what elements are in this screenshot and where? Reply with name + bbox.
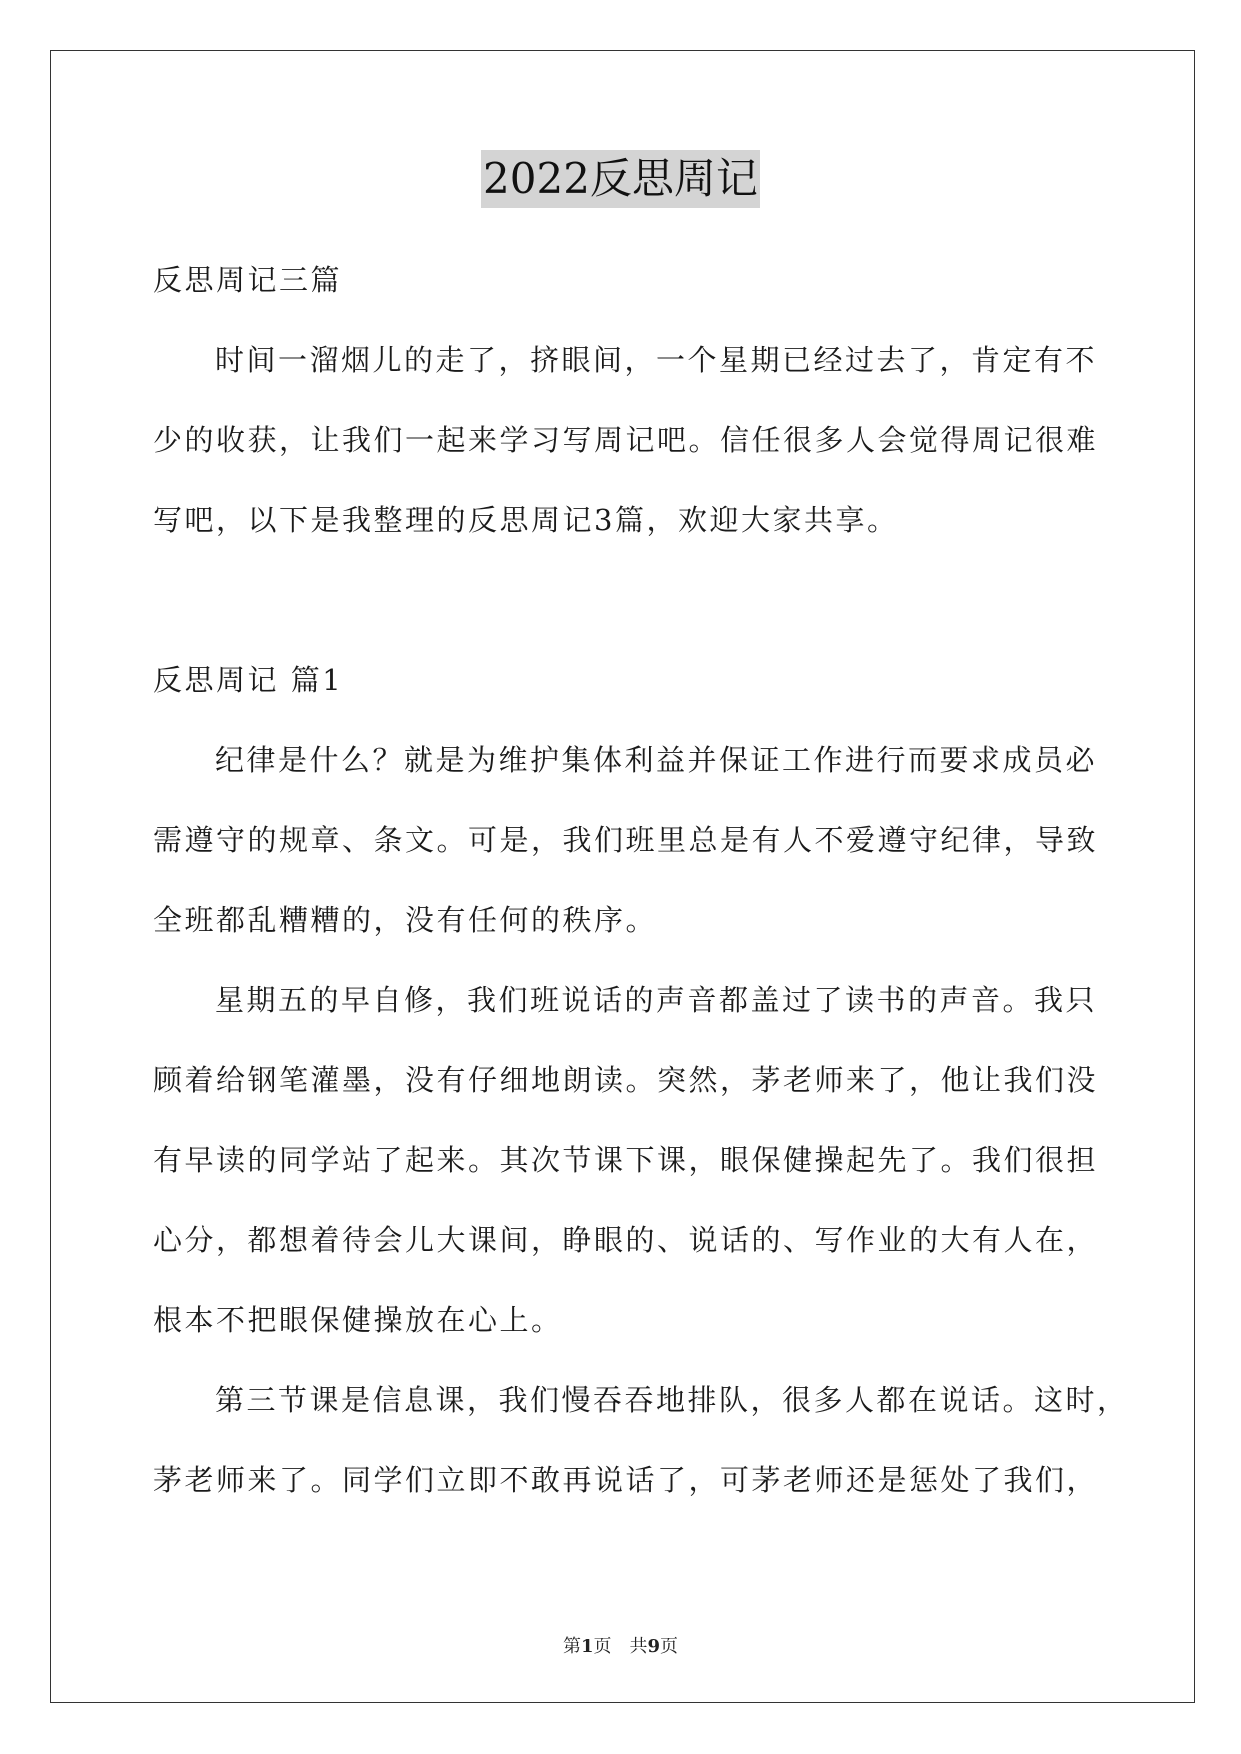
text-line: 有早读的同学站了起来。其次节课下课，眼保健操起先了。我们很担 bbox=[153, 1143, 1099, 1177]
text-line: 心分，都想着待会儿大课间，睁眼的、说话的、写作业的大有人在， bbox=[153, 1223, 1099, 1257]
text-line: 第三节课是信息课，我们慢吞吞地排队，很多人都在说话。这时， bbox=[215, 1383, 1129, 1417]
text-line: 星期五的早自修，我们班说话的声音都盖过了读书的声音。我只 bbox=[215, 983, 1098, 1017]
text-line: 时间一溜烟儿的走了，挤眼间，一个星期已经过去了，肯定有不 bbox=[215, 343, 1098, 377]
title-container bbox=[0, 150, 1241, 208]
text-line: 纪律是什么？就是为维护集体利益并保证工作进行而要求成员必 bbox=[215, 743, 1098, 777]
text-line: 需遵守的规章、条文。可是，我们班里总是有人不爱遵守纪律，导致 bbox=[153, 823, 1099, 857]
text-line: 全班都乱糟糟的，没有任何的秩序。 bbox=[153, 903, 658, 937]
footer-total-pages: 9 bbox=[647, 1636, 661, 1657]
text-line: 根本不把眼保健操放在心上。 bbox=[153, 1303, 563, 1337]
document-body bbox=[153, 240, 1129, 1520]
footer-prefix: 第 bbox=[562, 1636, 581, 1657]
text-line: 少的收获，让我们一起来学习写周记吧。信任很多人会觉得周记很难 bbox=[153, 423, 1099, 457]
text-line: 写吧，以下是我整理的反思周记3篇，欢迎大家共享。 bbox=[153, 503, 899, 537]
text-line: 反思周记三篇 bbox=[153, 263, 343, 297]
blank-line bbox=[153, 560, 1113, 640]
document-title: 2022反思周记 bbox=[481, 150, 760, 208]
text-line: 茅老师来了。同学们立即不敢再说话了，可茅老师还是惩处了我们， bbox=[153, 1463, 1099, 1497]
page-footer bbox=[0, 1632, 1241, 1658]
footer-current-page: 1 bbox=[580, 1636, 594, 1657]
text-line: 反思周记 篇1 bbox=[153, 663, 344, 697]
text-line: 顾着给钢笔灌墨，没有仔细地朗读。突然，茅老师来了，他让我们没 bbox=[153, 1063, 1099, 1097]
footer-middle: 页 共 bbox=[593, 1636, 648, 1657]
footer-suffix: 页 bbox=[660, 1636, 679, 1657]
